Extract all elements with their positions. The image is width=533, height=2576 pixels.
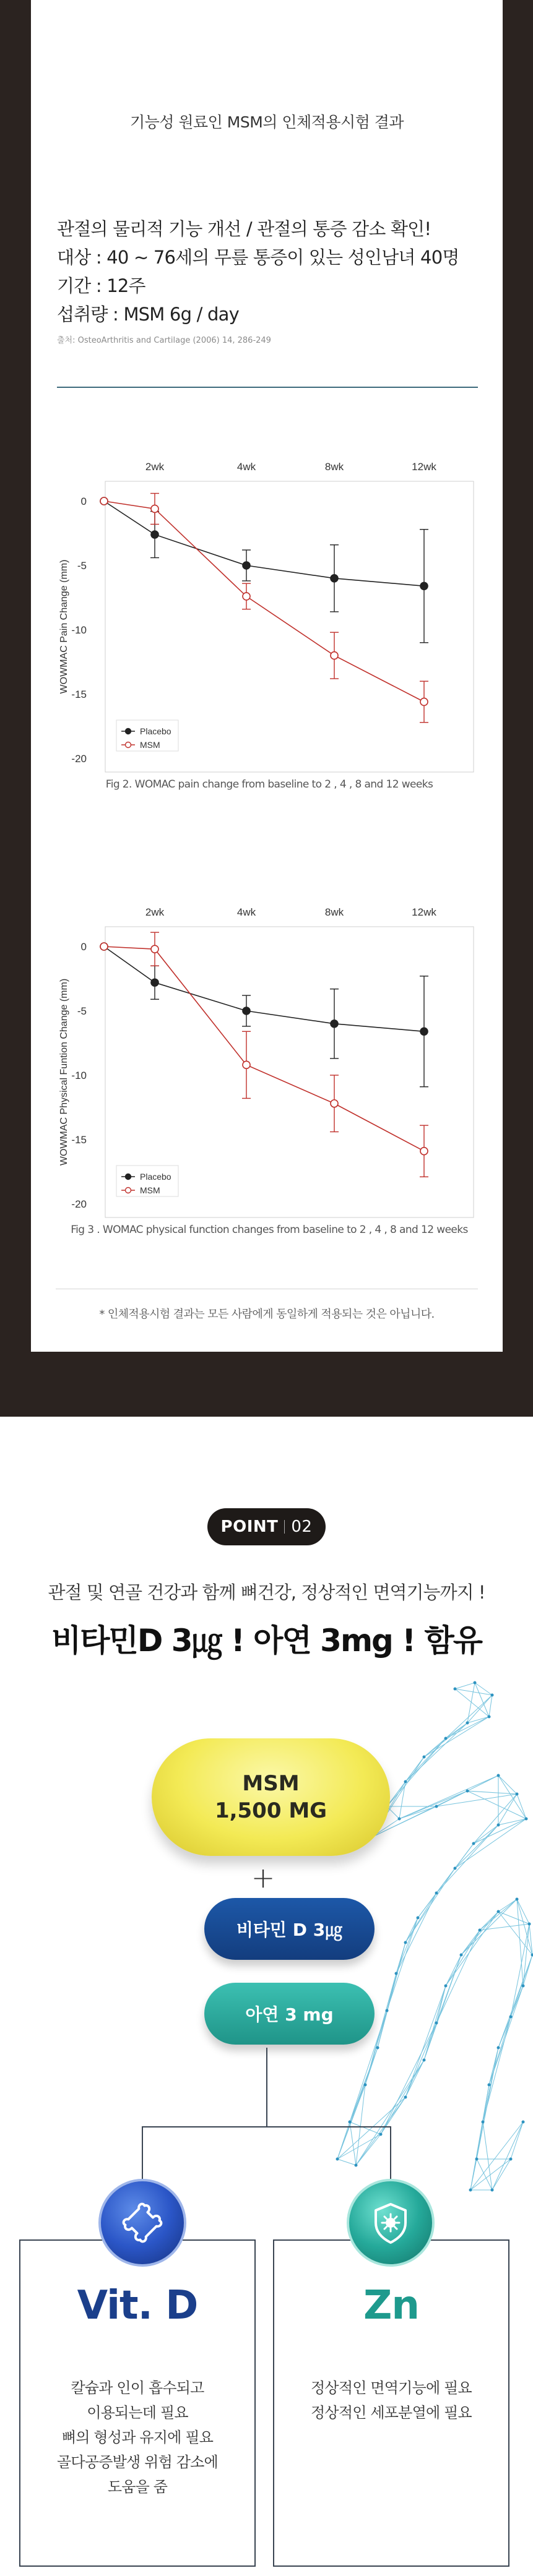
y-tick-label: 0 bbox=[80, 941, 87, 953]
series-line-placebo bbox=[104, 947, 424, 1031]
legend-label: Placebo bbox=[140, 1172, 171, 1182]
y-tick-label: -10 bbox=[71, 1070, 87, 1081]
x-tick-label: 2wk bbox=[145, 906, 165, 918]
data-point-placebo bbox=[331, 575, 338, 582]
data-point-msm bbox=[420, 698, 428, 705]
data-point-msm bbox=[243, 1061, 250, 1068]
data-point-placebo bbox=[243, 562, 250, 569]
point-badge-number: 02 bbox=[291, 1518, 313, 1536]
x-tick-label: 12wk bbox=[412, 461, 436, 473]
legend-swatch-marker bbox=[126, 1188, 131, 1193]
series-line-msm bbox=[104, 501, 424, 702]
pain-change-chart bbox=[56, 444, 483, 791]
y-tick-label: -15 bbox=[71, 1134, 87, 1146]
zinc-pill: 아연 3 mg bbox=[204, 1983, 375, 2045]
data-point-msm bbox=[331, 652, 338, 659]
msm-pill-name: MSM bbox=[242, 1771, 300, 1796]
legend-swatch-marker bbox=[126, 1174, 131, 1180]
x-tick-label: 2wk bbox=[145, 461, 165, 473]
legend-swatch-marker bbox=[126, 742, 131, 748]
series-line-msm bbox=[104, 947, 424, 1151]
y-tick-label: -20 bbox=[71, 753, 87, 765]
summary-line-dose: 섭취량 : MSM 6g / day bbox=[57, 304, 239, 325]
study-title: 기능성 원료인 MSM의 인체적용시험 결과 bbox=[129, 113, 404, 131]
shield-immune-icon bbox=[347, 2179, 435, 2267]
vitamin-d-pill: 비타민 D 3㎍ bbox=[204, 1898, 375, 1960]
point-subtitle: 관절 및 연골 건강과 함께 뼈건강, 정상적인 면역기능까지 ! bbox=[48, 1582, 485, 1603]
data-point-placebo bbox=[331, 1020, 338, 1028]
point-badge-separator bbox=[284, 1520, 285, 1534]
zinc-card-title: Zn bbox=[363, 2283, 419, 2329]
data-point-placebo bbox=[420, 1028, 428, 1035]
data-point-msm bbox=[151, 505, 158, 512]
y-tick-label: -15 bbox=[71, 689, 87, 700]
pain-chart-caption: Fig 2. WOMAC pain change from baseline to 2 , 4 , 8 and 12 weeks bbox=[105, 778, 433, 791]
data-point-msm bbox=[243, 593, 250, 600]
bone-icon bbox=[98, 2179, 186, 2267]
data-point-placebo bbox=[151, 979, 158, 986]
data-point-msm bbox=[100, 497, 108, 505]
summary-line-result: 관절의 물리적 기능 개선 / 관절의 통증 감소 확인! bbox=[57, 218, 431, 239]
y-axis-label: WOWMAC Physical Funtion Change (mm) bbox=[59, 978, 69, 1166]
vitamin-d-line: 칼슘과 인이 흡수되고 bbox=[71, 2379, 204, 2397]
data-point-msm bbox=[151, 945, 158, 953]
study-paper bbox=[31, 0, 503, 1352]
msm-pill bbox=[152, 1738, 390, 1856]
vitamin-d-card-body bbox=[20, 2376, 254, 2499]
summary-line-subjects: 대상 : 40 ~ 76세의 무릎 통증이 있는 성인남녀 40명 bbox=[57, 247, 459, 268]
x-tick-label: 12wk bbox=[412, 906, 436, 918]
zinc-card-body bbox=[274, 2376, 508, 2425]
msm-pill-dose: 1,500 MG bbox=[214, 1798, 327, 1823]
connector-right bbox=[390, 2126, 391, 2181]
data-point-msm bbox=[100, 943, 108, 950]
series-line-placebo bbox=[104, 501, 424, 586]
function-chart-caption: Fig 3 . WOMAC physical function changes from baseline to 2 , 4 , 8 and 12 weeks bbox=[71, 1224, 468, 1236]
y-tick-label: -20 bbox=[71, 1198, 87, 1210]
legend-label: Placebo bbox=[140, 726, 171, 736]
summary-divider bbox=[57, 387, 478, 388]
vitamin-d-line: 도움을 줌 bbox=[107, 2478, 168, 2496]
study-source: 출처: OsteoArthritis and Cartilage (2006) 14, 286-249 bbox=[57, 336, 271, 345]
function-change-chart bbox=[56, 890, 483, 1236]
vitamin-d-card-title: Vit. D bbox=[77, 2283, 198, 2329]
y-tick-label: -5 bbox=[77, 1005, 87, 1017]
y-tick-label: 0 bbox=[80, 496, 87, 507]
zinc-card bbox=[273, 2239, 509, 2567]
legend-label: MSM bbox=[140, 740, 160, 750]
x-tick-label: 4wk bbox=[236, 461, 256, 473]
x-tick-label: 8wk bbox=[324, 461, 344, 473]
connector-bar bbox=[142, 2126, 391, 2127]
data-point-placebo bbox=[151, 531, 158, 538]
vitamin-d-line: 뼈의 형성과 유지에 필요 bbox=[61, 2429, 214, 2446]
plus-sign: + bbox=[251, 1861, 275, 1894]
data-point-msm bbox=[331, 1100, 338, 1107]
data-point-placebo bbox=[243, 1007, 250, 1015]
point-badge-label: POINT bbox=[220, 1518, 279, 1536]
x-tick-label: 8wk bbox=[324, 906, 344, 918]
study-summary bbox=[57, 217, 478, 350]
vitamin-d-line: 골다공증발생 위험 감소에 bbox=[57, 2454, 218, 2471]
point-badge bbox=[207, 1508, 326, 1545]
pain-chart-svg bbox=[56, 444, 483, 778]
point-headline: 비타민D 3㎍ ! 아연 3mg ! 함유 bbox=[51, 1623, 482, 1659]
y-tick-label: -5 bbox=[77, 560, 87, 572]
function-chart-svg bbox=[56, 890, 483, 1224]
data-point-placebo bbox=[420, 582, 428, 590]
zinc-line: 정상적인 세포분열에 필요 bbox=[311, 2404, 472, 2421]
legend-label: MSM bbox=[140, 1185, 160, 1195]
connector-stem bbox=[266, 2048, 267, 2127]
data-point-msm bbox=[420, 1148, 428, 1155]
x-tick-label: 4wk bbox=[236, 906, 256, 918]
connector-left bbox=[142, 2126, 143, 2181]
vitamin-d-line: 이용되는데 필요 bbox=[87, 2404, 188, 2421]
study-disclaimer: * 인체적용시험 결과는 모든 사람에게 동일하게 적용되는 것은 아닙니다. bbox=[99, 1308, 435, 1321]
summary-line-period: 기간 : 12주 bbox=[57, 275, 145, 296]
legend-swatch-marker bbox=[126, 729, 131, 734]
vitamin-d-card bbox=[19, 2239, 256, 2567]
y-axis-label: WOWMAC Pain Change (mm) bbox=[59, 559, 69, 694]
y-tick-label: -10 bbox=[71, 624, 87, 636]
zinc-line: 정상적인 면역기능에 필요 bbox=[311, 2379, 472, 2397]
